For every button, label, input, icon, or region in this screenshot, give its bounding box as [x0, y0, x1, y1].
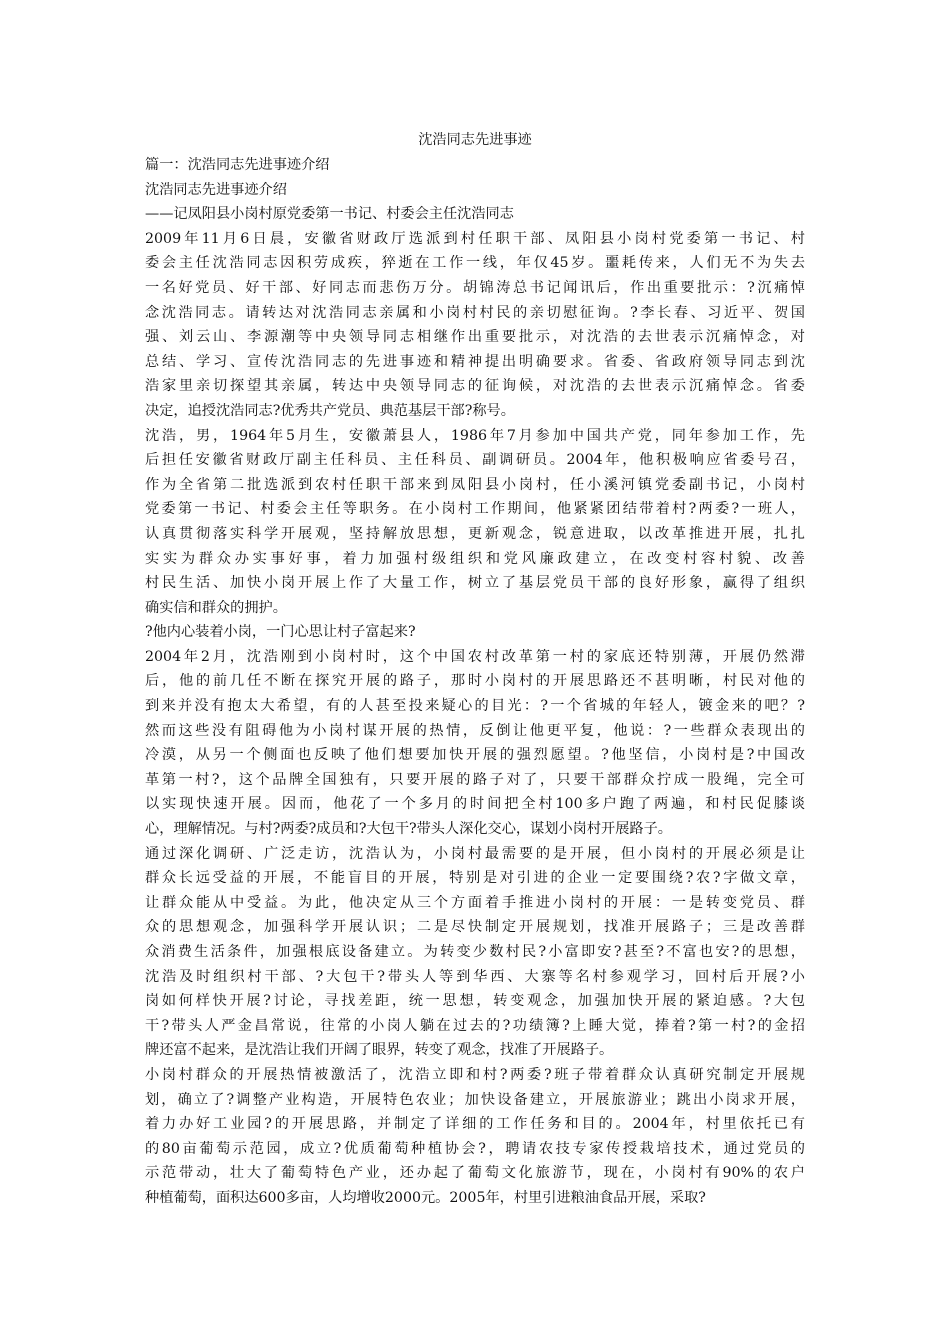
document-page — [145, 127, 805, 1211]
paragraph — [145, 424, 805, 621]
text-line: ?他内心装着小岗，一门心思让村子富起来? — [145, 624, 416, 641]
text-line: 党委第一书记、村委会主任等职务。在小岗村工作期间，他紧紧团结带着村?两委?一班人， — [145, 501, 805, 518]
text-line: 让群众能从中受益。为此，他决定从三个方面着手推进小岗村的开展：一是转变党员、群 — [145, 894, 805, 911]
text-line: 沈浩，男，1964年5月生，安徽萧县人，1986年7月参加中国共产党，同年参加工作，先 — [145, 427, 805, 444]
body-text — [145, 227, 805, 1211]
document-title: 沈浩同志先进事迹 — [418, 132, 532, 148]
text-line: 2004年2月，沈浩刚到小岗村时，这个中国农村改革第一村的家底还特别薄，开展仍然滞 — [145, 648, 805, 665]
text-line: 2009年11月6日晨，安徽省财政厅选派到村任职干部、凤阳县小岗村党委第一书记、村 — [145, 230, 805, 247]
paragraph — [145, 620, 805, 645]
paragraph — [145, 645, 805, 842]
text-line: 沈浩及时组织村干部、?大包干?带头人等到华西、大寨等名村参观学习，回村后开展?小 — [145, 968, 805, 985]
text-line: 众的思想观念，加强科学开展认识；二是尽快制定开展规划，找准开展路子；三是改善群 — [145, 919, 805, 936]
text-line: 心，理解情况。与村?两委?成员和?大包干?带头人深化交心，谋划小岗村开展路子。 — [145, 821, 672, 838]
text-line: 认真贯彻落实科学开展观，坚持解放思想，更新观念，锐意进取，以改革推进开展，扎扎 — [145, 525, 805, 542]
text-line: 后担任安徽省财政厅副主任科员、主任科员、副调研员。2004年，他积极响应省委号召， — [145, 452, 805, 469]
text-line: 委会主任沈浩同志因积劳成疾，猝逝在工作一线，年仅45岁。噩耗传来，人们无不为失去 — [145, 255, 805, 272]
text-line: 众消费生活条件，加强根底设备建立。为转变少数村民?小富即安?甚至?不富也安?的思想， — [145, 944, 805, 960]
text-line: 后，他的前几任不断在探究开展的路子，那时小岗村的开展思路还不甚明晰，村民对他的 — [145, 673, 805, 690]
paragraph — [145, 227, 805, 424]
text-line: 以实现快速开展。因而，他花了一个多月的时间把全村100多户跑了两遍，和村民促膝谈 — [145, 796, 805, 813]
text-line: 一名好党员、好干部、好同志而悲伤万分。胡锦涛总书记闻讯后，作出重要批示：?沉痛悼 — [145, 279, 805, 296]
paragraph — [145, 1063, 805, 1211]
text-line: 通过深化调研、广泛走访，沈浩认为，小岗村最需要的是开展，但小岗村的开展必须是让 — [145, 845, 805, 862]
text-line: 冷漠，从另一个侧面也反映了他们想要加快开展的强烈愿望。?他坚信，小岗村是?中国改 — [145, 747, 805, 764]
text-line: 到来并没有抱太大希望，有的人甚至投来疑心的目光：?一个省城的年轻人，镀金来的吧？? — [145, 698, 805, 715]
heading-2: 沈浩同志先进事迹介绍 — [145, 181, 287, 198]
subtitle: ——记凤阳县小岗村原党委第一书记、村委会主任沈浩同志 — [145, 206, 514, 223]
text-line: 浩家里亲切探望其亲属，转达中央领导同志的征询候，对沈浩的去世表示沉痛悼念。省委 — [145, 378, 805, 395]
text-line: 革第一村?，这个品牌全国独有，只要开展的路子对了，只要干部群众拧成一股绳，完全可 — [145, 771, 805, 788]
paragraph — [145, 842, 805, 1063]
text-line: 种植葡萄，面积达600多亩，人均增收2000元。2005年，村里引进粮油食品开展，采取? — [145, 1189, 706, 1206]
text-line: 的80亩葡萄示范园，成立?优质葡萄种植协会?，聘请农技专家传授栽培技术，通过党员的 — [145, 1140, 805, 1157]
text-line: 决定，追授沈浩同志?优秀共产党员、典范基层干部?称号。 — [145, 402, 515, 419]
text-line: 着力办好工业园?的开展思路，并制定了详细的工作任务和目的。2004年，村里依托已有 — [145, 1116, 805, 1133]
text-line: 确实信和群众的拥护。 — [145, 599, 287, 616]
text-line: 村民生活、加快小岗开展上作了大量工作，树立了基层党员干部的良好形象，赢得了组织 — [145, 575, 805, 592]
text-line: 作为全省第二批选派到农村任职干部来到凤阳县小岗村，任小溪河镇党委副书记，小岗村 — [145, 476, 805, 493]
heading-1: 篇一：沈浩同志先进事迹介绍 — [145, 157, 330, 173]
text-line: 强、刘云山、李源潮等中央领导同志相继作出重要批示，对沈浩的去世表示沉痛悼念，对 — [145, 329, 805, 346]
text-line: 群众长远受益的开展，不能盲目的开展，特别是对引进的企业一定要围绕?农?字做文章， — [145, 870, 805, 887]
text-line: 总结、学习、宣传沈浩同志的先进事迹和精神提出明确要求。省委、省政府领导同志到沈 — [145, 353, 805, 370]
text-line: 示范带动，壮大了葡萄特色产业，还办起了葡萄文化旅游节，现在，小岗村有90%的农户 — [145, 1165, 805, 1182]
text-line: 干?带头人严金昌常说，往常的小岗人躺在过去的?功绩簿?上睡大觉，捧着?第一村?的金招 — [145, 1017, 805, 1034]
text-line: 然而这些没有阻碍他为小岗村谋开展的热情，反倒让他更平复，他说：?一些群众表现出的 — [145, 722, 805, 739]
text-line: 念沈浩同志。请转达对沈浩同志亲属和小岗村村民的亲切慰征询。?李长春、习近平、贺国 — [145, 304, 805, 321]
text-line: 小岗村群众的开展热情被激活了，沈浩立即和村?两委?班子带着群众认真研究制定开展规 — [145, 1066, 805, 1083]
text-line: 牌还富不起来，是沈浩让我们开阔了眼界，转变了观念，找准了开展路子。 — [145, 1042, 614, 1059]
text-line: 实实为群众办实事好事，着力加强村级组织和党风廉政建立，在改变村容村貌、改善 — [145, 550, 805, 567]
text-line: 划，确立了?调整产业构造，开展特色农业；加快设备建立，开展旅游业；跳出小岗求开展， — [145, 1091, 805, 1108]
text-line: 岗如何样快开展?讨论，寻找差距，统一思想，转变观念，加强加快开展的紧迫感。?大包 — [145, 993, 805, 1010]
